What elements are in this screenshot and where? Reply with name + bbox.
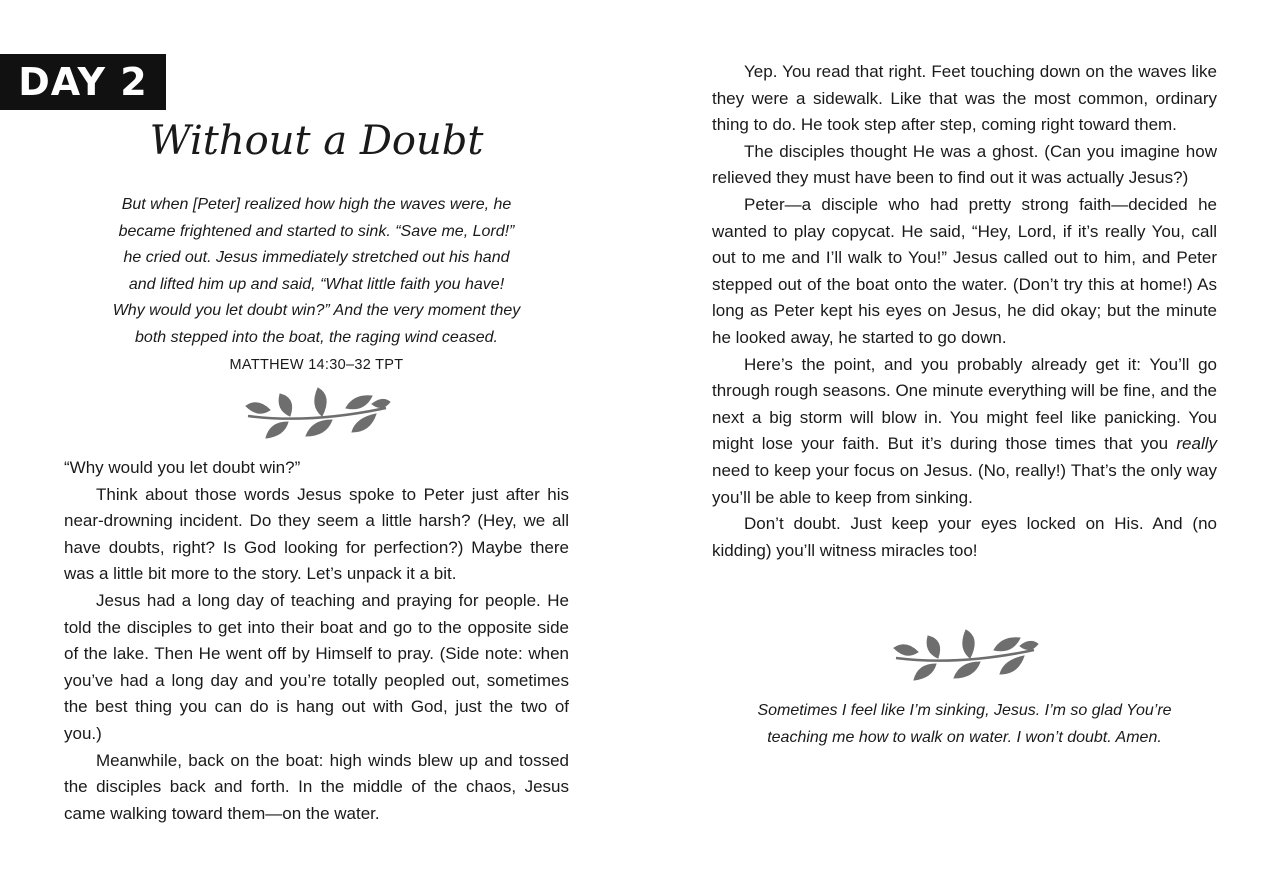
prayer-line: teaching me how to walk on water. I won’t doubt. Amen. bbox=[767, 728, 1162, 746]
verse-line: Why would you let doubt win?” And the very moment they bbox=[112, 302, 521, 320]
paragraph-text: Here’s the point, and you probably already get it: You’ll go through rough seasons. One minute everything will be fine, and the next a big storm will blow in. You might feel like panicking. You might lose your faith. But it’s during those times that you bbox=[712, 354, 1217, 454]
right-column-text bbox=[712, 59, 1217, 564]
verse-line: both stepped into the boat, the raging wind ceased. bbox=[135, 328, 498, 346]
paragraph-text: need to keep your focus on Jesus. (No, really!) That’s the only way you’ll be able to keep from sinking. bbox=[712, 460, 1217, 507]
emphasis-text: really bbox=[1176, 434, 1217, 454]
left-column-text bbox=[64, 455, 569, 827]
leaf-sprig-icon bbox=[888, 624, 1040, 684]
paragraph: Yep. You read that right. Feet touching down on the waves like they were a sidewalk. Like that was the most common, ordinary thing to do. He took step after step, coming right toward them. bbox=[712, 62, 1217, 135]
verse-line: became frightened and started to sink. “Save me, Lord!” bbox=[118, 222, 515, 240]
page-title: Without a Doubt bbox=[149, 118, 484, 164]
paragraph: Peter—a disciple who had pretty strong faith—decided he wanted to play copycat. He said, “Hey, Lord, if it’s really You, call out to me and I’ll walk to You!” Jesus called out to him, and Peter stepped out of the boat onto the water. (Don’t try this at home!) As long as Peter kept his eyes on Jesus, he did okay; but the minute he looked away, he started to go down. bbox=[712, 194, 1217, 347]
scripture-verse bbox=[64, 192, 569, 378]
paragraph: The disciples thought He was a ghost. (Can you imagine how relieved they must have been to find out it was actually Jesus?) bbox=[712, 141, 1217, 188]
verse-line: he cried out. Jesus immediately stretched out his hand bbox=[123, 249, 510, 267]
leaf-sprig-icon bbox=[240, 382, 392, 442]
paragraph bbox=[712, 352, 1217, 512]
prayer-line: Sometimes I feel like I’m sinking, Jesus. I’m so glad You’re bbox=[757, 702, 1172, 719]
paragraph: Meanwhile, back on the boat: high winds blew up and tossed the disciples back and forth. In the middle of the chaos, Jesus came walking toward them—on the water. bbox=[64, 750, 569, 823]
verse-line: But when [Peter] realized how high the waves were, he bbox=[121, 196, 512, 213]
verse-line: and lifted him up and said, “What little faith you have! bbox=[128, 275, 505, 293]
day-badge: DAY 2 bbox=[0, 54, 166, 110]
paragraph: “Why would you let doubt win?” bbox=[64, 458, 301, 477]
verse-reference: MATTHEW 14:30–32 TPT bbox=[229, 356, 404, 373]
paragraph: Don’t doubt. Just keep your eyes locked on His. And (no kidding) you’ll witness miracles too! bbox=[712, 514, 1217, 560]
paragraph: Jesus had a long day of teaching and praying for people. He told the disciples to get into their boat and go to the opposite side of the lake. Then He went off by Himself to pray. (Side note: when you’ve had a long day and you’re totally peopled out, sometimes the best thing you can do is hang out with God, just the two of you.) bbox=[64, 590, 569, 743]
closing-prayer bbox=[712, 698, 1217, 751]
paragraph: Think about those words Jesus spoke to Peter just after his near-drowning incident. Do they seem a little harsh? (Hey, we all have doubts, right? Is God looking for perfection?) Maybe there was a little bit more to the story. Let’s unpack it a bit. bbox=[64, 484, 569, 584]
